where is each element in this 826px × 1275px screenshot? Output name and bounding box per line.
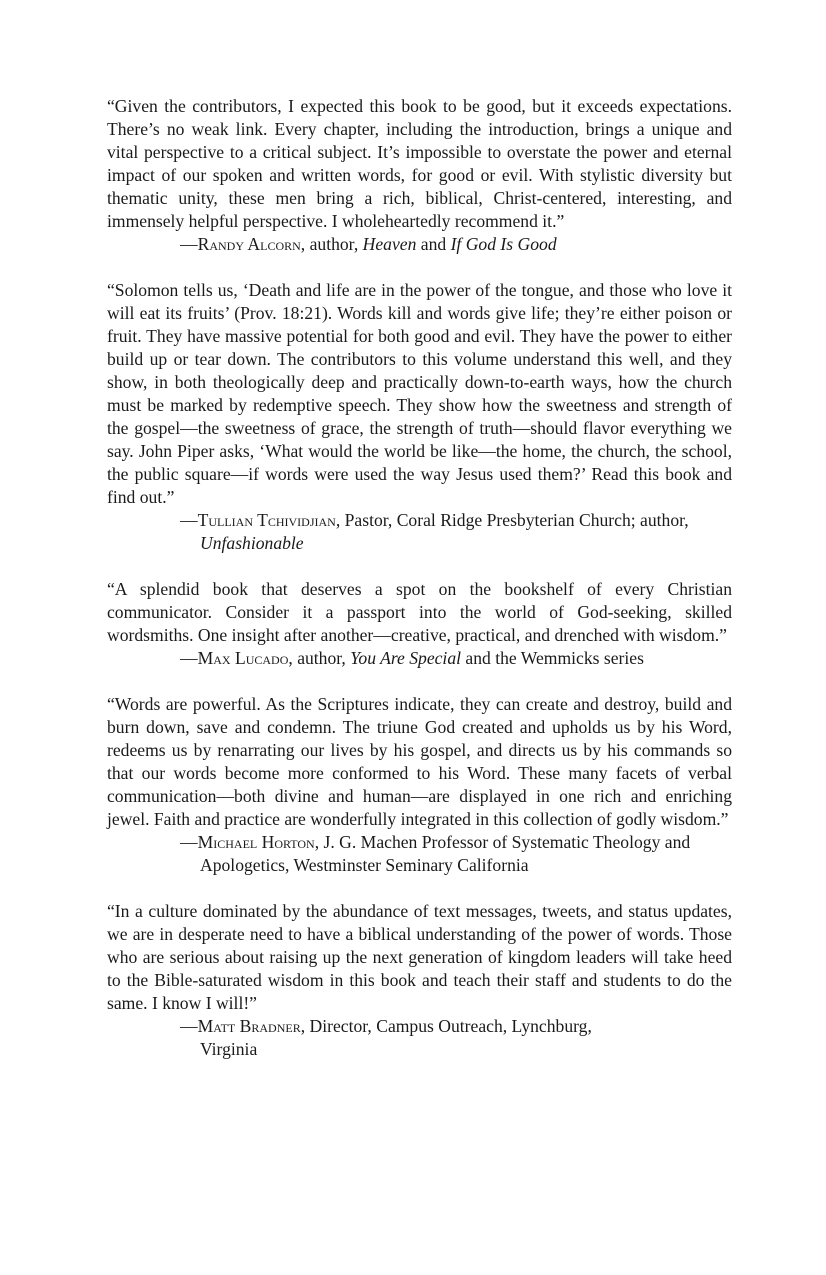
book-title: You Are Special [350,648,462,668]
book-title: Unfashionable [200,533,304,553]
book-title: If God Is Good [450,234,557,254]
endorsement-horton [107,693,732,877]
attribution-dash: — [180,510,198,530]
endorser-role: , author, [300,234,363,254]
attribution-tail: and the Wemmicks series [461,648,644,668]
endorser-name: Tullian Tchividjian [197,510,336,530]
endorser-role: , J. G. Machen Professor of Systematic Theology and Apologetics, Westminster Seminary California [200,832,691,875]
endorser-name: Randy Alcorn [197,234,301,254]
endorser-role: , Director, Campus Outreach, Lynchburg, Virginia [200,1016,592,1059]
book-title: Heaven [362,234,417,254]
endorsement-attribution [107,509,732,555]
endorsement-bradner [107,900,732,1061]
endorsement-quote: “Given the contributors, I expected this book to be good, but it exceeds expectations. There’s no weak link. Every chapter, including the introduction, brings a unique and vital perspective to a critical subject. It’s impossible to overstate the power and eternal impact of our spoken and written words, for good or evil. With stylistic diversity but thematic unity, these men bring a rich, biblical, Christ-centered, interesting, and immensely helpful perspective. I wholeheartedly recommend it.” [107,96,732,231]
endorser-name: Michael Horton [197,832,315,852]
attribution-dash: — [180,1016,198,1036]
endorsement-attribution [107,647,732,670]
endorser-name: Max Lucado [197,648,289,668]
endorsement-attribution [107,1015,600,1061]
endorsement-lucado [107,578,732,670]
endorsement-quote: “A splendid book that deserves a spot on the bookshelf of every Christian communicator. Consider it a passport into the world of God-seeking, skilled wordsmiths. One insight after another—creative, practical, and drenched with wisdom.” [107,579,732,645]
endorsement-attribution [107,831,732,877]
endorsement-tchividjian [107,279,732,555]
attribution-dash: — [180,648,198,668]
attribution-dash: — [180,234,198,254]
endorsement-quote: “In a culture dominated by the abundance of text messages, tweets, and status updates, we are in desperate need to have a biblical understanding of the power of words. Those who are serious about raising up the next generation of kingdom leaders will take heed to the Bible-saturated wisdom in this book and teach their staff and students to do the same. I know I will!” [107,901,732,1013]
endorser-role: , author, [288,648,351,668]
endorsement-quote: “Solomon tells us, ‘Death and life are in the power of the tongue, and those who love it will eat its fruits’ (Prov. 18:21). Words kill and words give life; they’re either poison or fruit. They have massive potential for both good and evil. They have the power to either build up or tear down. The contributors to this volume understand this well, and they show, in both theologically deep and practically down-to-earth ways, how the church must be marked by redemptive speech. They show how the sweetness and strength of the gospel—the sweetness of grace, the strength of truth—should flavor everything we say. John Piper asks, ‘What would the world be like—the home, the church, the school, the public square—if words were used the way Jesus used them?’ Read this book and find out.” [107,280,732,507]
endorsements-page [107,95,732,1084]
conjunction: and [416,234,451,254]
endorser-name: Matt Bradner [197,1016,301,1036]
endorsement-quote: “Words are powerful. As the Scriptures indicate, they can create and destroy, build and burn down, save and condemn. The triune God created and upholds us by his Word, redeems us by renarrating our lives by his gospel, and directs us by his commands so that our words become more conformed to his Word. These many facets of verbal communication—both divine and human—are displayed in one rich and enriching jewel. Faith and practice are wonderfully integrated in this collection of godly wisdom.” [107,694,732,829]
endorsement-alcorn [107,95,732,256]
attribution-dash: — [180,832,198,852]
endorsement-attribution [107,233,732,256]
endorser-role: , Pastor, Coral Ridge Presbyterian Church; author, [335,510,689,530]
